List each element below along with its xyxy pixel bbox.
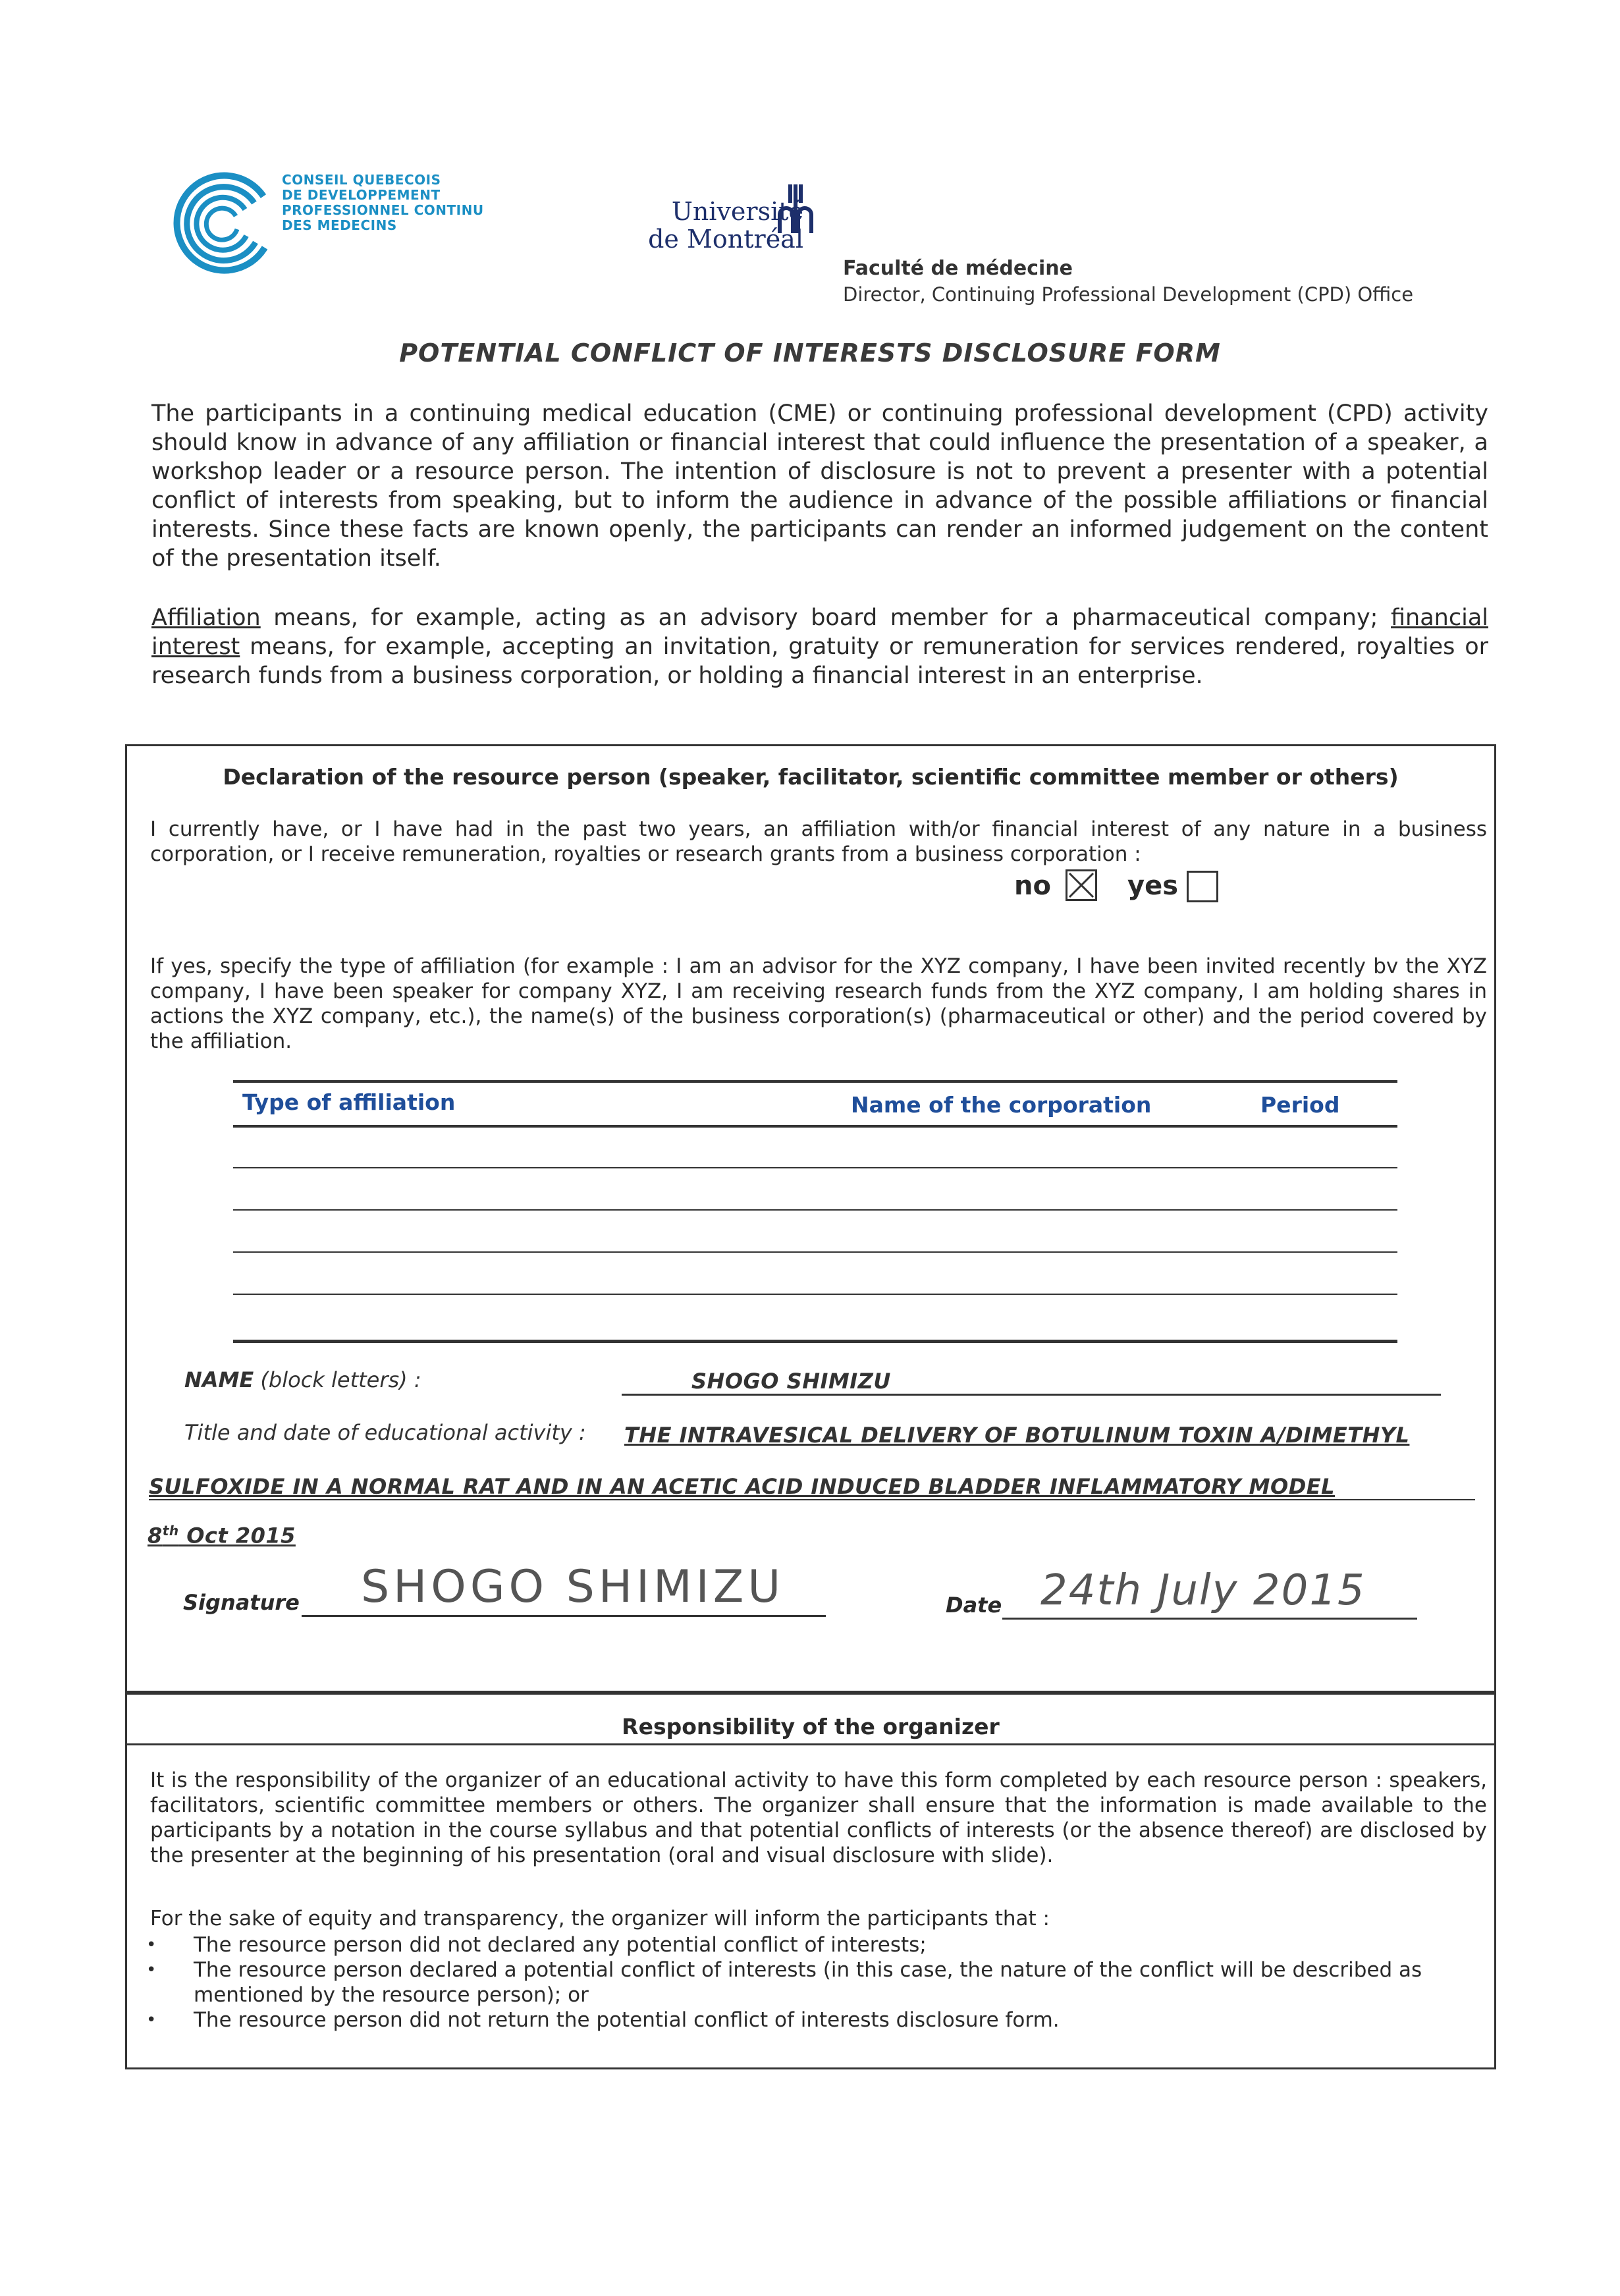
signature-line (302, 1615, 826, 1617)
title-label: Title and date of educational activity : (184, 1420, 586, 1445)
date-handwritten[interactable]: 24th July 2015 (1040, 1566, 1366, 1615)
financial-interest-term: financial interest (151, 605, 1488, 660)
signature-label: Signature (183, 1590, 300, 1615)
title-line-2[interactable]: SULFOXIDE IN A NORMAL RAT AND IN AN ACETIC ACID INDUCED BLADDER INFLAMMATORY MODEL (149, 1474, 1336, 1499)
table-row[interactable] (233, 1167, 1397, 1168)
intro-paragraph: The participants in a continuing medical education (CME) or continuing professional development (CPD) activity should know in advance of any affiliation or financial interest that could influence the presentation of a speaker, a workshop leader or a resource person. The intention of disclosure is not to prevent a presenter with a potential conflict of interests from speaking, but to inform the audience in advance of the possible affiliations or financial interests. Since these facts are known openly, the participants can render an informed judgement on the content of the presentation itself. (151, 400, 1488, 572)
declaration-heading: Declaration of the resource person (speaker, facilitator, scientific committee member or others) (223, 764, 1399, 790)
col-type-of-affiliation: Type of affiliation (242, 1089, 456, 1115)
table-row[interactable] (233, 1251, 1397, 1253)
table-header-rule (233, 1125, 1397, 1128)
title-line-1[interactable]: THE INTRAVESICAL DELIVERY OF BOTULINUM TOXIN A/DIMETHYL (624, 1423, 1410, 1448)
definitions-paragraph (151, 603, 1488, 690)
table-row[interactable] (233, 1294, 1397, 1295)
name-hint: (block letters) : (254, 1367, 421, 1392)
affiliation-definition: means, for example, acting as an advisory board member for a pharmaceutical company; (260, 605, 1391, 631)
yes-label: yes (1127, 871, 1179, 901)
cqdpcm-logo (165, 163, 283, 282)
no-label: no (1014, 871, 1051, 901)
cqdpcm-line: DE DEVELOPPEMENT (282, 187, 441, 203)
if-yes-instructions: If yes, specify the type of affiliation (for example : I am an advisor for the XYZ company, I have been invited recently bv the XYZ company, I have been speaker for company XYZ, I am receiving research funds from the XYZ company, I am holding shares in actions the XYZ company, etc.), the name(s) of the business corporation(s) (pharmaceutical or other) and the period covered by the affiliation. (150, 954, 1487, 1053)
name-value[interactable]: SHOGO SHIMIZU (691, 1369, 891, 1394)
responsibility-heading: Responsibility of the organizer (622, 1714, 1000, 1739)
yes-checkbox[interactable] (1187, 871, 1218, 902)
declaration-question: I currently have, or I have had in the past two years, an affiliation with/or financial interest of any nature in a business corporation, or I receive remuneration, royalties or research grants from a business corporation : (150, 817, 1487, 866)
financial-interest-definition: means, for example, accepting an invitation, gratuity or remuneration for services rendered, royalties or research funds from a business corporation, or holding a financial interest in an enterprise. (151, 634, 1488, 689)
director-office: Director, Continuing Professional Development (CPD) Office (843, 283, 1414, 306)
list-item: • The resource person did not declared any potential conflict of interests; (146, 1932, 1490, 1957)
activity-date-rest: Oct 2015 (178, 1523, 296, 1548)
affiliation-term: Affiliation (151, 605, 261, 631)
udem-line2: de Montréal (648, 225, 803, 254)
list-item: • The resource person declared a potential conflict of interests (in this case, the nature of the conflict will be described as mentioned by the resource person); or (146, 1957, 1490, 2008)
faculty-name: Faculté de médecine (843, 257, 1073, 280)
activity-date[interactable] (148, 1523, 296, 1548)
col-period: Period (1260, 1092, 1340, 1118)
name-label-group (184, 1367, 421, 1392)
date-line (1002, 1618, 1417, 1620)
cqdpcm-line: PROFESSIONNEL CONTINU (282, 202, 484, 218)
cqdpcm-name (282, 173, 484, 233)
list-item: • The resource person did not return the potential conflict of interests disclosure form. (146, 2008, 1490, 2033)
title-underline (149, 1499, 1475, 1500)
cqdpcm-line: CONSEIL QUEBECOIS (282, 172, 441, 188)
table-bottom-rule (233, 1340, 1397, 1343)
cqdpcm-line: DES MEDECINS (282, 217, 397, 233)
form-title: POTENTIAL CONFLICT OF INTERESTS DISCLOSURE FORM (399, 339, 1221, 368)
responsibility-paragraph: It is the responsibility of the organizer of an educational activity to have this form completed by each resource person : speakers, facilitators, scientific committee members or others. The organizer shall ensure that the information is made available to the participants by a notation in the course syllabus and that potential conflicts of interests (or the absence thereof) are disclosed by the presenter at the beginning of his presentation (oral and visual disclosure with slide). (150, 1768, 1487, 1867)
activity-date-day: 8 (148, 1523, 163, 1548)
table-top-rule (233, 1080, 1397, 1083)
organizer-notice-list (146, 1932, 1490, 2033)
equity-statement: For the sake of equity and transparency, the organizer will inform the participants that : (150, 1907, 1050, 1930)
name-underline (622, 1394, 1441, 1396)
no-checkbox[interactable] (1066, 869, 1097, 901)
date-label: Date (946, 1593, 1002, 1618)
udem-line1: Université (671, 197, 803, 226)
col-name-of-corporation: Name of the corporation (851, 1092, 1152, 1118)
name-label: NAME (184, 1367, 254, 1392)
checkmark-x-icon (1067, 871, 1095, 899)
declaration-box (125, 744, 1496, 1693)
activity-date-suffix: th (162, 1523, 179, 1539)
signature-handwritten[interactable]: SHOGO SHIMIZU (361, 1561, 785, 1613)
table-row[interactable] (233, 1209, 1397, 1211)
udem-emblem-icon (777, 183, 814, 234)
